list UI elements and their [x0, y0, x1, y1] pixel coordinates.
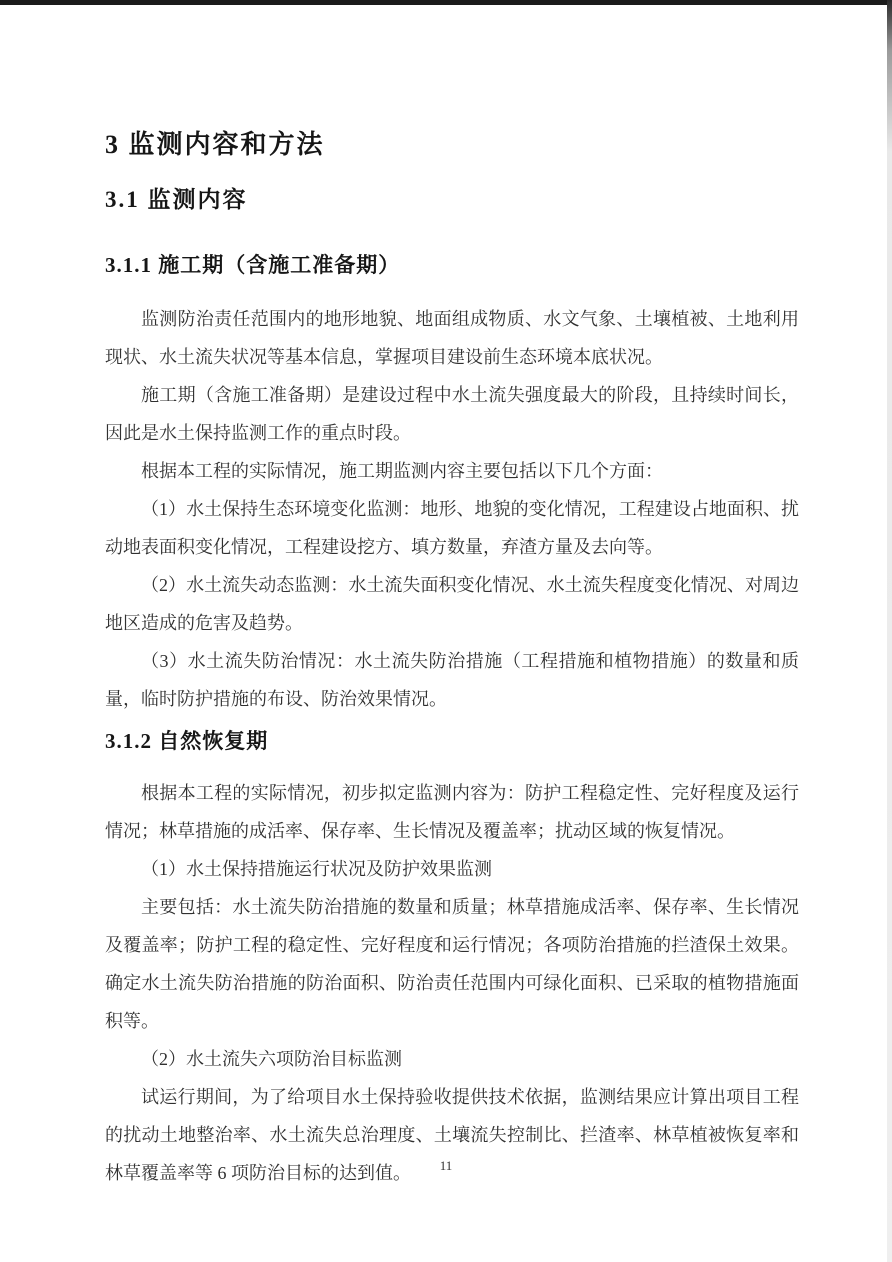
- section-heading-3-1: 3.1 监测内容: [105, 187, 248, 212]
- paragraph: 试运行期间，为了给项目水土保持验收提供技术依据，监测结果应计算出项目工程的扰动土地整治率、水土流失总治理度、土壤流失控制比、拦渣率、林草植被恢复率和林草覆盖率等 6 项防治目标的达到值。: [105, 1087, 799, 1183]
- page-number: 11: [439, 1158, 453, 1173]
- paragraph: 根据本工程的实际情况，初步拟定监测内容为：防护工程稳定性、完好程度及运行情况；林草措施的成活率、保存率、生长情况及覆盖率；扰动区域的恢复情况。: [105, 783, 799, 841]
- paragraph: （2）水土流失六项防治目标监测: [141, 1049, 402, 1069]
- paragraph: （3）水土流失防治情况：水土流失防治措施（工程措施和植物措施）的数量和质量，临时防护措施的布设、防治效果情况。: [105, 651, 799, 709]
- paragraph: （2）水土流失动态监测：水土流失面积变化情况、水土流失程度变化情况、对周边地区造成的危害及趋势。: [105, 575, 799, 633]
- paragraph: 根据本工程的实际情况，施工期监测内容主要包括以下几个方面：: [141, 461, 663, 481]
- paragraph: 主要包括：水土流失防治措施的数量和质量；林草措施成活率、保存率、生长情况及覆盖率；防护工程的稳定性、完好程度和运行情况；各项防治措施的拦渣保土效果。确定水土流失防治措施的防治面积、防治责任范围内可绿化面积、已采取的植物措施面积等。: [105, 897, 799, 1031]
- chapter-heading: 3 监测内容和方法: [105, 130, 325, 159]
- subsection-heading-3-1-1: 3.1.1 施工期（含施工准备期）: [105, 253, 401, 277]
- paragraph: （1）水土保持生态环境变化监测：地形、地貌的变化情况，工程建设占地面积、扰动地表面积变化情况，工程建设挖方、填方数量，弃渣方量及去向等。: [105, 499, 799, 557]
- paragraph: 监测防治责任范围内的地形地貌、地面组成物质、水文气象、土壤植被、土地利用现状、水土流失状况等基本信息，掌握项目建设前生态环境本底状况。: [105, 309, 799, 367]
- scan-edge-right: [887, 0, 892, 1262]
- paragraph: （1）水土保持措施运行状况及防护效果监测: [141, 859, 492, 879]
- subsection-heading-3-1-2: 3.1.2 自然恢复期: [105, 729, 269, 753]
- document-content: [105, 0, 799, 1192]
- paragraph: 施工期（含施工准备期）是建设过程中水土流失强度最大的阶段，且持续时间长，因此是水土保持监测工作的重点时段。: [105, 385, 799, 443]
